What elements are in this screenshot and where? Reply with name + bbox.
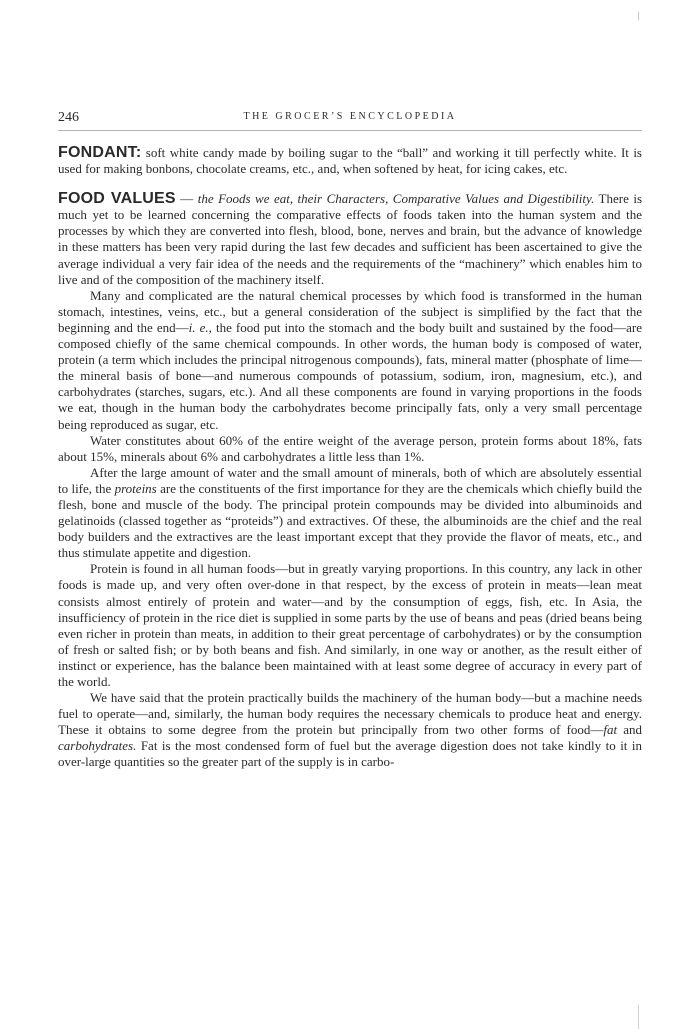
paragraph-text: Water constitutes about 60% of the entire weight of the average person, protein forms about 18%, fats about 15%, minerals about 6% and carbohydrates a little less than 1%. xyxy=(58,432,642,464)
running-title: THE GROCER’S ENCYCLOPEDIA xyxy=(243,111,457,122)
italic-term: carbohydrates. xyxy=(58,738,137,754)
paragraph-text: Many and complicated are the natural chemical processes by which food is transformed in the human stomach, intestines, veins, etc., but a general consideration of the subject is simplified by the fact that the beginning and the end— xyxy=(58,287,642,335)
paragraph-text: Protein is found in all human foods—but in greatly varying proportions. In this country, any lack in other foods is made up, and very often over-done in that respect, by the excess of protein in meats—lean meat consists almost entirely of protein and water—and by the consumption of eggs, fish, etc. In Asia, the insufficiency of protein in the rice diet is supplied in some parts by the use of beans and peas (dried beans being even richer in protein than meats, in addition to their great percentage of carbohydrates) or by the consumption of fresh or salted fish; or by both beans and fish. And similarly, in one way or another, as the result either of instinct or experience, has the balance been maintained with at least some degree of accuracy in every part of the world. xyxy=(58,561,642,689)
headword-fondant: FONDANT: xyxy=(58,144,142,161)
definition-text: soft white candy made by boiling sugar to the “ball” and working it till perfectly white. It is used for making bonbons, chocolate creams, etc., and, when softened by heat, for icing cakes, etc. xyxy=(58,145,642,177)
italic-term: fat xyxy=(603,722,618,738)
paragraph-text: Fat is the most condensed form of fuel but the average digestion does not take kindly to it in over-large quantities so the greater part of the supply is in carbo- xyxy=(58,738,642,770)
paragraph-text: and xyxy=(617,722,642,738)
entry-paragraph xyxy=(58,690,642,770)
paragraph-text: There is much yet to be learned concerning the comparative effects of foods taken into the human system and the processes by which they are converted into flesh, blood, bone, nerves and brain, but the advance of knowledge in these matters has been very rapid during the last few decades and sufficient has been ascertained to give the average individual a very fair idea of the needs and the requirements of the “machinery” which enables him to live and of the composition of the machinery itself. xyxy=(58,191,643,287)
entry-food-values xyxy=(58,191,642,770)
entry-paragraph xyxy=(58,191,642,288)
entry-paragraph xyxy=(58,288,642,433)
page-number: 246 xyxy=(58,110,79,125)
book-page xyxy=(58,110,642,785)
paragraph-text: are the constituents of the first importance for they are the chemicals which chiefly build the flesh, bone and muscle of the body. The principal protein compounds may be divided into albuminoids and gelatinoids (classed together as “proteids”) and extractives. Of these, the albuminoids are the chief and the real body builders and the extractives are the least important except that they provide the flavor of meats, etc., and thus stimulate appetite and digestion. xyxy=(58,480,642,561)
entry-paragraph xyxy=(58,433,642,465)
entry-paragraph xyxy=(58,145,642,177)
entry-paragraph xyxy=(58,561,642,690)
entry-subtitle: the Foods we eat, their Characters, Comparative Values and Digestibility. xyxy=(197,191,595,207)
headword-food-values: FOOD VALUES xyxy=(58,190,176,208)
page-edge-mark xyxy=(638,1005,639,1029)
italic-abbrev: i. e., xyxy=(188,319,212,335)
paragraph-text: After the large amount of water and the small amount of minerals, both of which are absolutely essential to life, the xyxy=(58,464,642,496)
running-head xyxy=(58,110,642,128)
page-edge-mark xyxy=(638,12,639,20)
entry-paragraph xyxy=(58,465,642,562)
paragraph-text: We have said that the protein practically builds the machinery of the human body—but a machine needs fuel to operate—and, similarly, the human body requires the necessary chemicals to produce heat and energy. These it obtains to some degree from the protein but principally from two other forms of food— xyxy=(58,690,642,738)
em-dash: — xyxy=(175,191,198,207)
paragraph-text: the food put into the stomach and the body built and sustained by the food—are composed chiefly of the same chemical compounds. In other words, the human body is composed of water, protein (a term which includes the principal nitrogenous compounds), fats, mineral matter (phosphate of lime—the mineral basis of bone—and numerous compounds of potassium, sodium, iron, magnesium, etc.), and carbohydrates (starches, sugars, etc.). And all these components are found in varying proportions in the foods we eat, though in the human body the carbohydrates become principally fats, only a very small percentage being reproduced as sugar, etc. xyxy=(58,319,642,432)
header-rule xyxy=(58,130,642,131)
entry-fondant xyxy=(58,145,642,177)
italic-term: proteins xyxy=(114,480,157,496)
